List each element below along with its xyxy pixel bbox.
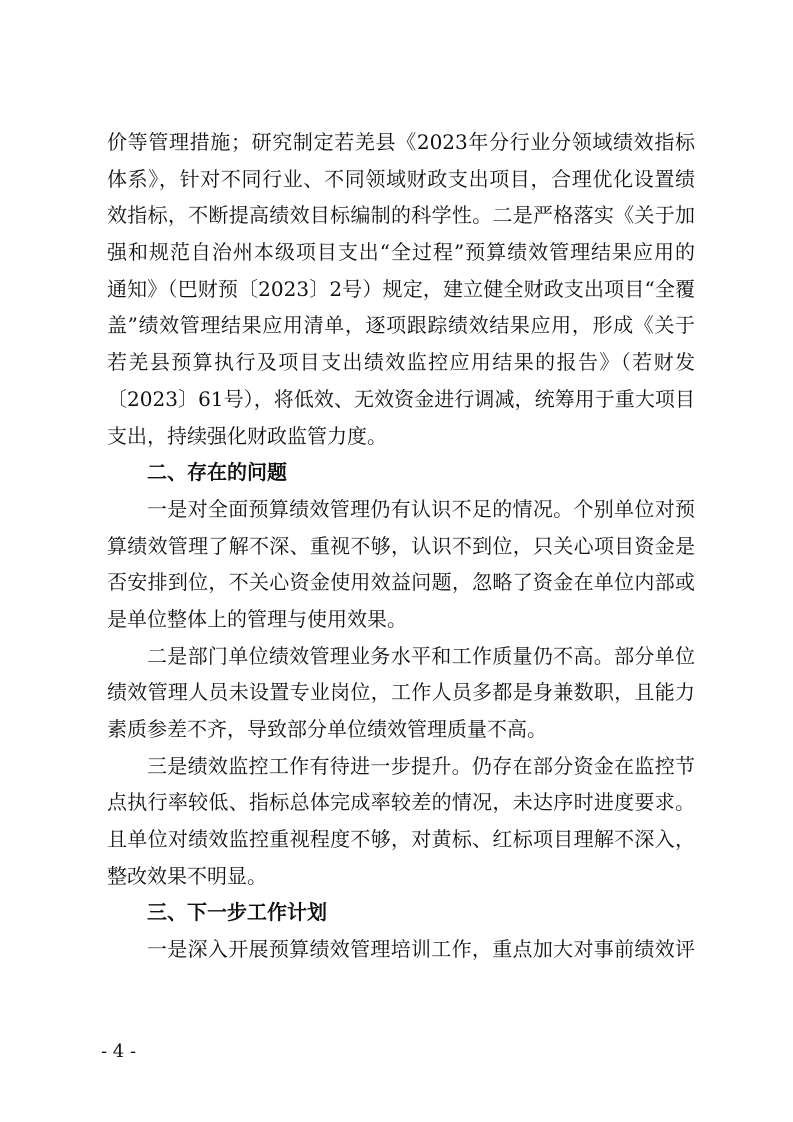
text-line: 是单位整体上的管理与使用效果。 <box>107 606 407 631</box>
text-line: 整改效果不明显。 <box>107 863 267 888</box>
section-heading-problems: 二、存在的问题 <box>147 460 287 485</box>
document-body <box>107 124 695 968</box>
paragraph-problem-1 <box>107 491 695 638</box>
text-line: 支出，持续强化财政监管力度。 <box>107 423 387 448</box>
paragraph-problem-3 <box>107 748 695 895</box>
text-line: 若羌县预算执行及项目支出绩效监控应用结果的报告》（若财发 <box>107 350 695 375</box>
text-line: 价等管理措施；研究制定若羌县《2023年分行业分领域绩效指标 <box>107 130 695 154</box>
text-line: 盖”绩效管理结果应用清单，逐项跟踪绩效结果应用，形成《关于 <box>107 313 695 338</box>
text-line: 素质参差不齐，导致部分单位绩效管理质量不高。 <box>107 717 547 741</box>
text-line: 效指标，不断提高绩效目标编制的科学性。二是严格落实《关于加 <box>107 203 695 228</box>
text-line: 算绩效管理了解不深、重视不够，认识不到位，只关心项目资金是 <box>107 533 695 558</box>
paragraph-problem-2 <box>107 638 695 748</box>
text-line: 一是对全面预算绩效管理仍有认识不足的情况。个别单位对预 <box>147 496 695 521</box>
text-line: 通知》（巴财预〔2023〕2号）规定，建立健全财政支出项目“全覆 <box>107 276 695 301</box>
section-heading-next-plan: 三、下一步工作计划 <box>147 900 327 925</box>
paragraph-performance-measures <box>107 124 695 454</box>
text-line: 否安排到位，不关心资金使用效益问题，忽略了资金在单位内部或 <box>107 570 695 595</box>
text-line: 三是绩效监控工作有待进一步提升。仍存在部分资金在监控节 <box>147 753 695 778</box>
text-line: 绩效管理人员未设置专业岗位，工作人员多都是身兼数职，且能力 <box>107 680 695 705</box>
text-line: 且单位对绩效监控重视程度不够，对黄标、红标项目理解不深入， <box>107 827 695 852</box>
text-line: 一是深入开展预算绩效管理培训工作，重点加大对事前绩效评 <box>147 937 695 962</box>
page-number: - 4 - <box>101 1041 137 1062</box>
paragraph-plan-1 <box>107 931 695 968</box>
text-line: 强和规范自治州本级项目支出“全过程”预算绩效管理结果应用的 <box>107 240 695 265</box>
text-line: 体系》，针对不同行业、不同领域财政支出项目，合理优化设置绩 <box>107 166 695 191</box>
text-line: 点执行率较低、指标总体完成率较差的情况，未达序时进度要求。 <box>107 790 695 815</box>
text-line: 〔2023〕61号），将低效、无效资金进行调减，统筹用于重大项目 <box>107 386 695 411</box>
text-line: 二是部门单位绩效管理业务水平和工作质量仍不高。部分单位 <box>147 643 695 668</box>
